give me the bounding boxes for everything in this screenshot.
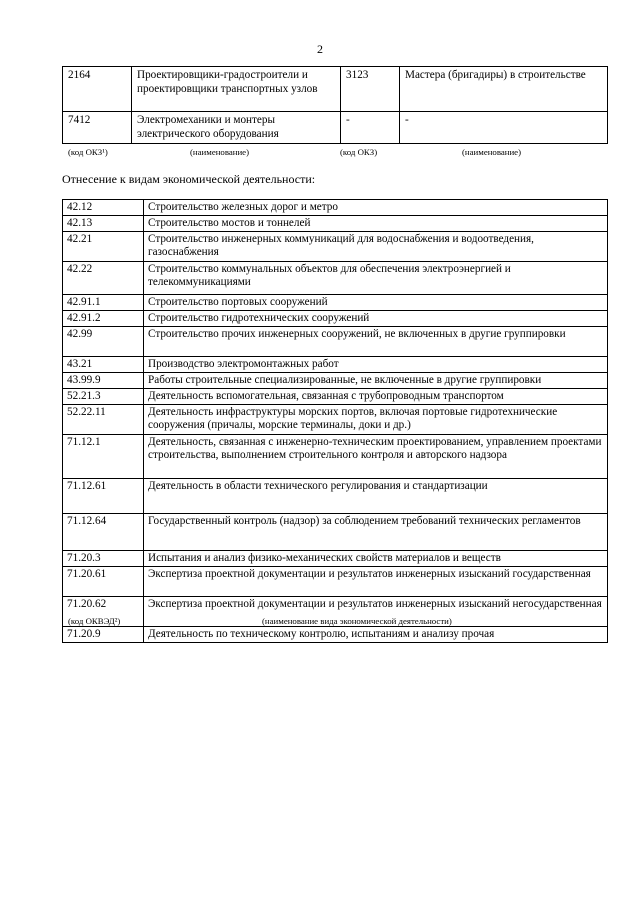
table-row bbox=[63, 435, 608, 479]
okz-name-cell: Электромеханики и монтеры электрического оборудования bbox=[132, 112, 341, 144]
okz-code-cell: 2164 bbox=[63, 67, 132, 112]
okz-name-cell: Проектировщики-градостроители и проектировщики транспортных узлов bbox=[132, 67, 341, 112]
okved-name-cell: Производство электромонтажных работ bbox=[144, 357, 608, 373]
okved-code-cell: 71.12.1 bbox=[63, 435, 144, 479]
okved-code-caption: (код ОКВЭД²) bbox=[68, 616, 121, 626]
okved-name-cell: Экспертиза проектной документации и результатов инженерных изысканий государственная bbox=[144, 567, 608, 597]
table-row bbox=[63, 200, 608, 216]
table-row bbox=[63, 373, 608, 389]
table-row bbox=[63, 112, 608, 144]
okz-code-cell: 7412 bbox=[63, 112, 132, 144]
table-row bbox=[63, 232, 608, 262]
okved-name-cell: Государственный контроль (надзор) за соблюдением требований технических регламентов bbox=[144, 514, 608, 551]
okved-code-cell: 71.20.62 bbox=[63, 597, 144, 627]
table-row bbox=[63, 295, 608, 311]
okz-name-caption: (наименование) bbox=[190, 147, 250, 157]
okved-name-cell: Строительство портовых сооружений bbox=[144, 295, 608, 311]
okved-code-cell: 42.12 bbox=[63, 200, 144, 216]
okved-code-cell: 71.12.61 bbox=[63, 479, 144, 514]
okved-code-cell: 71.20.61 bbox=[63, 567, 144, 597]
okved-name-cell: Строительство прочих инженерных сооружений, не включенных в другие группировки bbox=[144, 327, 608, 357]
okved-name-cell: Строительство коммунальных объектов для обеспечения электроэнергией и телекоммуникациями bbox=[144, 262, 608, 295]
okved-code-cell: 71.20.9 bbox=[63, 627, 144, 643]
okz-code-caption-2: (код ОКЗ) bbox=[340, 147, 378, 157]
okved-name-cell: Деятельность по техническому контролю, испытаниям и анализу прочая bbox=[144, 627, 608, 643]
okved-name-cell: Экспертиза проектной документации и результатов инженерных изысканий негосударственная bbox=[144, 597, 608, 627]
okved-name-cell: Деятельность в области технического регулирования и стандартизации bbox=[144, 479, 608, 514]
okved-code-cell: 43.21 bbox=[63, 357, 144, 373]
okved-code-cell: 71.12.64 bbox=[63, 514, 144, 551]
okved-code-cell: 42.13 bbox=[63, 216, 144, 232]
okved-name-cell: Испытания и анализ физико-механических свойств материалов и веществ bbox=[144, 551, 608, 567]
okved-name-cell: Строительство мостов и тоннелей bbox=[144, 216, 608, 232]
okved-code-cell: 42.21 bbox=[63, 232, 144, 262]
table-row bbox=[63, 551, 608, 567]
section-title: Отнесение к видам экономической деятельности: bbox=[62, 172, 316, 186]
okved-name-cell: Строительство железных дорог и метро bbox=[144, 200, 608, 216]
okz-name-cell: - bbox=[400, 112, 608, 144]
okved-code-cell: 42.91.2 bbox=[63, 311, 144, 327]
okved-code-cell: 42.91.1 bbox=[63, 295, 144, 311]
okved-code-cell: 42.22 bbox=[63, 262, 144, 295]
okz-name-cell: Мастера (бригадиры) в строительстве bbox=[400, 67, 608, 112]
okved-code-cell: 42.99 bbox=[63, 327, 144, 357]
okz-code-cell: 3123 bbox=[341, 67, 400, 112]
okved-name-caption: (наименование вида экономической деятельности) bbox=[262, 616, 452, 626]
okved-code-cell: 71.20.3 bbox=[63, 551, 144, 567]
table-row bbox=[63, 405, 608, 435]
table-row bbox=[63, 567, 608, 597]
table-row bbox=[63, 514, 608, 551]
table-row bbox=[63, 627, 608, 643]
table-row bbox=[63, 357, 608, 373]
table-row bbox=[63, 389, 608, 405]
okved-name-cell: Работы строительные специализированные, не включенные в другие группировки bbox=[144, 373, 608, 389]
okved-name-cell: Строительство гидротехнических сооружений bbox=[144, 311, 608, 327]
okved-table bbox=[62, 199, 608, 643]
table-row bbox=[63, 262, 608, 295]
okved-name-cell: Строительство инженерных коммуникаций для водоснабжения и водоотведения, газоснабжения bbox=[144, 232, 608, 262]
okved-name-cell: Деятельность вспомогательная, связанная с трубопроводным транспортом bbox=[144, 389, 608, 405]
okved-name-cell: Деятельность, связанная с инженерно-техническим проектированием, управлением проектами строительства, выполнением строительного контроля и авторского надзора bbox=[144, 435, 608, 479]
table-row bbox=[63, 216, 608, 232]
table-row bbox=[63, 327, 608, 357]
page-number: 2 bbox=[317, 42, 323, 56]
okz-code-cell: - bbox=[341, 112, 400, 144]
table-row bbox=[63, 67, 608, 112]
okved-code-cell: 43.99.9 bbox=[63, 373, 144, 389]
okz-table bbox=[62, 66, 608, 144]
okved-name-cell: Деятельность инфраструктуры морских портов, включая портовые гидротехнические сооружения (причалы, морские терминалы, доки и др.) bbox=[144, 405, 608, 435]
okved-code-cell: 52.21.3 bbox=[63, 389, 144, 405]
okved-code-cell: 52.22.11 bbox=[63, 405, 144, 435]
okz-code-caption: (код ОКЗ¹) bbox=[68, 147, 108, 157]
table-row bbox=[63, 311, 608, 327]
okz-name-caption-2: (наименование) bbox=[462, 147, 522, 157]
table-row bbox=[63, 479, 608, 514]
